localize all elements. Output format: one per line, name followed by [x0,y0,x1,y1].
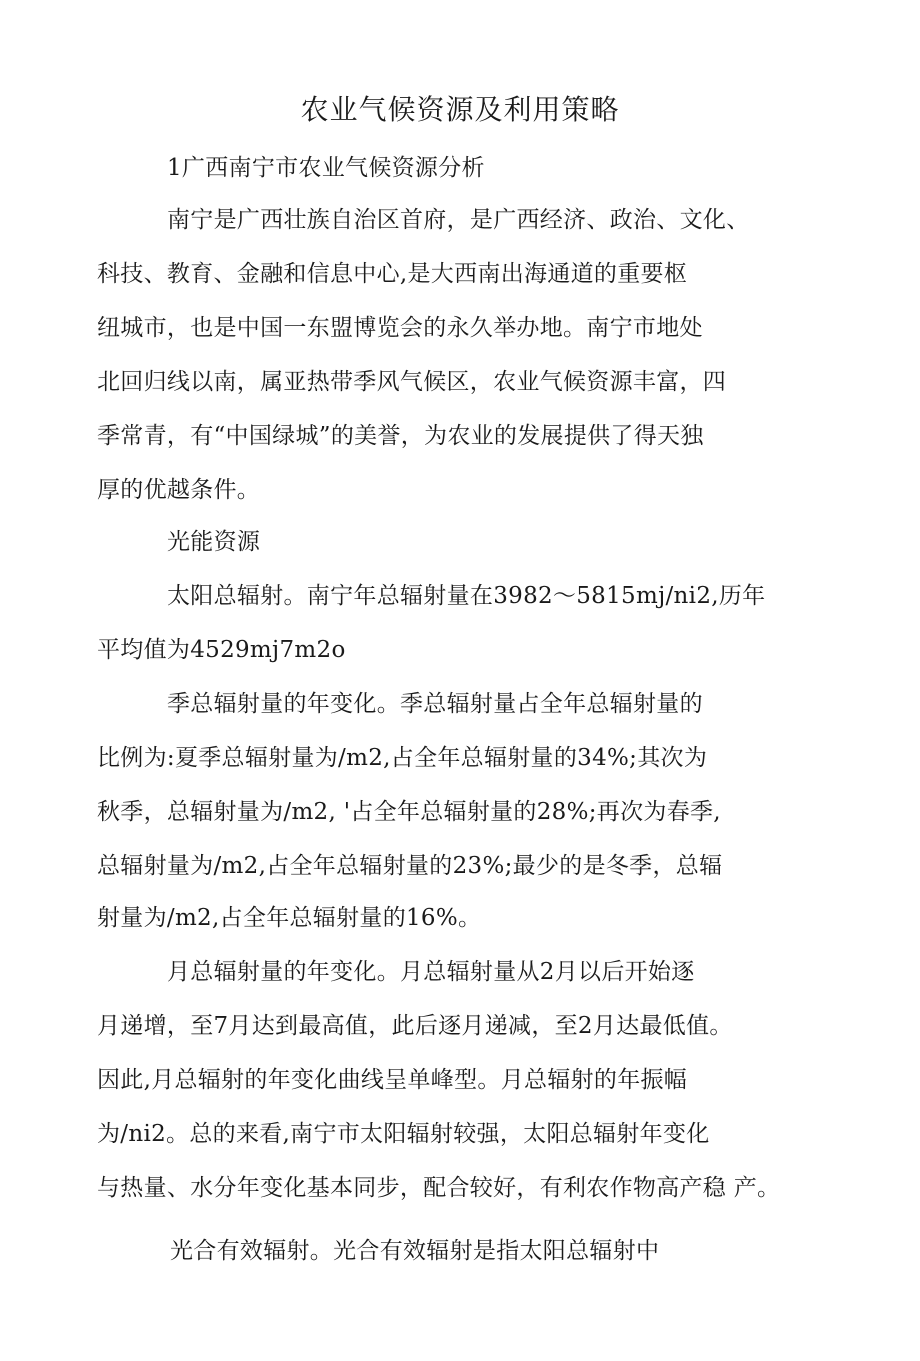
paragraph-line: 月总辐射量的年变化。月总辐射量从2月以后开始逐 [167,959,695,985]
paragraph-line: 纽城市，也是中国一东盟博览会的永久举办地。南宁市地处 [97,315,703,341]
paragraph-line: 南宁是广西壮族自治区首府，是广西经济、政治、文化、 [167,207,750,233]
section-heading: 1广西南宁市农业气候资源分析 [167,155,485,181]
paragraph-line: 因此,月总辐射的年变化曲线呈单峰型。月总辐射的年振幅 [97,1067,688,1093]
paragraph-line: 与热量、水分年变化基本同步，配合较好，有利农作物高产稳 产。 [97,1175,781,1201]
paragraph-line: 平均值为4529mj7m2o [97,637,346,663]
paragraph-line: 总辐射量为/m2,占全年总辐射量的23%;最少的是冬季，总辐 [97,853,723,879]
paragraph-line: 月递增，至7月达到最高值，此后逐月递减，至2月达最低值。 [97,1013,733,1039]
paragraph-line: 秋季，总辐射量为/m2, '占全年总辐射量的28%;再次为春季, [97,799,721,825]
paragraph-line: 科技、教育、金融和信息中心,是大西南出海通道的重要枢 [97,261,688,287]
document-title: 农业气候资源及利用策略 [300,93,620,126]
subheading-light-resources: 光能资源 [167,529,261,555]
paragraph-line: 比例为:夏季总辐射量为/m2,占全年总辐射量的34%;其次为 [97,745,708,771]
paragraph-line: 北回归线以南，属亚热带季风气候区，农业气候资源丰富，四 [97,369,727,395]
paragraph-line: 射量为/m2,占全年总辐射量的16%。 [97,905,482,931]
paragraph-line: 为/ni2。总的来看,南宁市太阳辐射较强，太阳总辐射年变化 [97,1121,710,1147]
paragraph-line: 季总辐射量的年变化。季总辐射量占全年总辐射量的 [167,691,703,717]
paragraph-line: 季常青，有“中国绿城”的美誉，为农业的发展提供了得天独 [97,423,704,449]
paragraph-line: 光合有效辐射。光合有效辐射是指太阳总辐射中 [170,1238,660,1264]
paragraph-line: 太阳总辐射。南宁年总辐射量在3982～5815mj/ni2,历年 [167,583,766,609]
paragraph-line: 厚的优越条件。 [97,477,261,503]
